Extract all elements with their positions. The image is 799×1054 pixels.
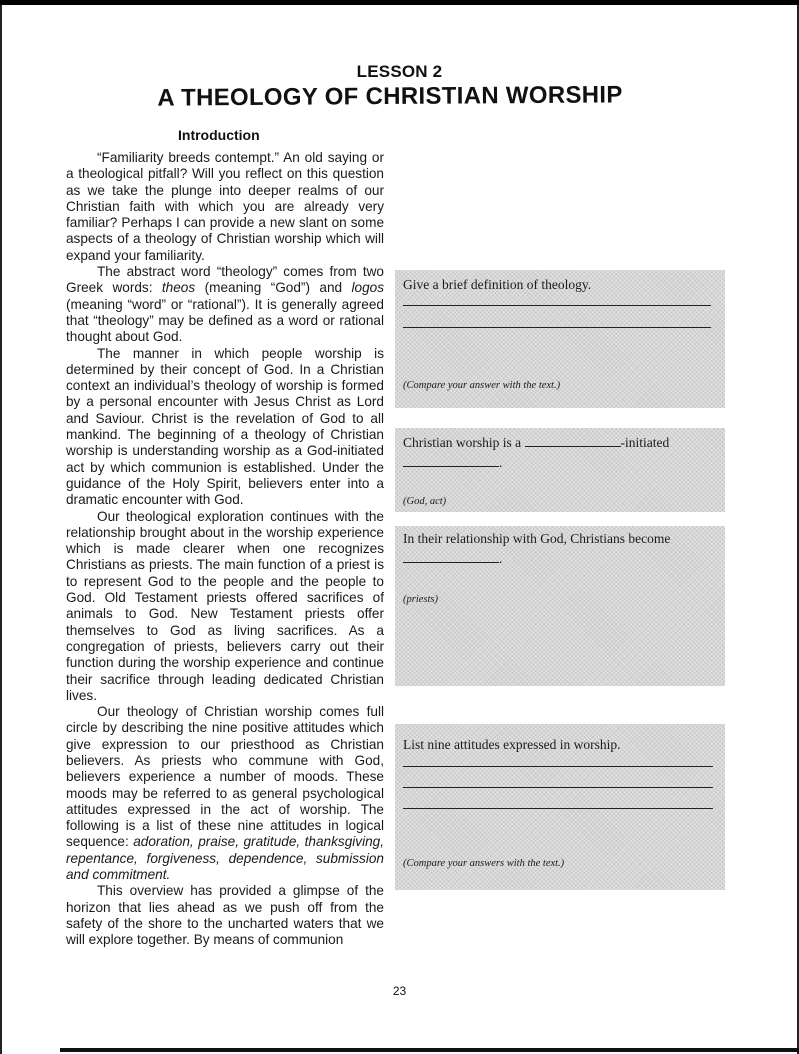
body-text-column <box>66 150 384 949</box>
answer-line[interactable] <box>403 766 713 767</box>
exercise-box-definition <box>395 270 725 408</box>
exercise-prompt: In their relationship with God, Christians become <box>403 531 671 546</box>
text-run: (meaning “word” or “rational”). It is generally agreed that “theology” may be defined as a word or rational thought about God. <box>66 296 384 345</box>
answer-line[interactable] <box>403 787 713 788</box>
scan-border-top <box>0 0 799 5</box>
exercise-prompt: Give a brief definition of theology. <box>403 277 592 292</box>
answer-hint: (priests) <box>403 594 438 605</box>
paragraph-worship-manner: The manner in which people worship is determined by their concept of God. In a Christian context an individual’s theology of worship is formed by a personal encounter with Jesus Christ as Lord and Saviour. Christ is the revelation of God to all mankind. The beginning of a theology of Christian worship is understanding worship as a God-initiated act by which communion is established. Under the guidance of the Holy Spirit, believers enter into a dramatic encounter with God. <box>66 345 384 508</box>
paragraph-overview: This overview has provided a glimpse of the horizon that lies ahead as we push off from the safety of the shore to the uncharted waters that we will explore together. By means of communion <box>66 883 384 948</box>
answer-line[interactable] <box>403 305 711 306</box>
term-logos: logos <box>351 280 384 296</box>
fill-in-blank[interactable] <box>403 456 499 467</box>
section-heading: Introduction <box>178 127 260 143</box>
attitudes-list: adoration, praise, gratitude, thanksgiving, repentance, forgiveness, dependence, submission and commitment. <box>66 834 384 883</box>
exercise-box-nine-attitudes <box>395 724 725 890</box>
answer-hint: (Compare your answers with the text.) <box>403 858 565 869</box>
answer-hint: (Compare your answer with the text.) <box>403 380 561 391</box>
answer-line[interactable] <box>403 808 713 809</box>
text-run: (meaning “God”) and <box>195 280 352 296</box>
punctuation: . <box>499 455 503 470</box>
punctuation: . <box>499 551 503 566</box>
page-title: A THEOLOGY OF CHRISTIAN WORSHIP <box>157 81 623 112</box>
fill-in-blank[interactable] <box>525 436 621 447</box>
fill-in-blank[interactable] <box>403 552 499 563</box>
paragraph-theology-definition <box>66 264 384 345</box>
lesson-label: LESSON 2 <box>356 62 443 81</box>
exercise-prompt: List nine attitudes expressed in worship. <box>403 737 621 752</box>
page-number: 23 <box>392 984 407 998</box>
text-run: The abstract word “theology” comes from two Greek words: <box>66 264 384 296</box>
paragraph-priests: Our theological exploration continues with the relationship brought about in the worship experience which is made clearer when one recognizes Christians as priests. The main function of a priest is to represent God to the people and the people to God. Old Testament priests offered sacrifices of animals to God. New Testament priests offer themselves to God as living sacrifices. As a congregation of priests, believers carry out their function during the worship experience and continue their sacrifice through leading dedicated Christian lives. <box>66 508 384 703</box>
paragraph-intro: “Familiarity breeds contempt.” An old saying or a theological pitfall? Will you reflect on this question as we take the plunge into deeper realms of our Christian faith with which you are already very familiar? Perhaps I can provide a new slant on some aspects of a theology of Christian worship which will expand your familiarity. <box>66 150 384 263</box>
answer-hint: (God, act) <box>403 496 447 507</box>
prompt-text: Christian worship is a <box>403 435 525 450</box>
scan-border-left <box>0 5 2 1054</box>
exercise-box-christians-become <box>395 526 725 686</box>
term-theos: theos <box>161 280 196 296</box>
text-run: Our theology of Christian worship comes full circle by describing the nine positive attitudes which give expression to our priesthood as Christian believers. As priests who commune with God, believers experience a number of moods. These moods may be referred to as general psychological attitudes expressed in the act of worship. The following is a list of these nine attitudes in logical sequence: <box>66 704 384 850</box>
answer-line[interactable] <box>403 327 711 328</box>
exercise-prompt-line2 <box>403 551 502 567</box>
exercise-prompt <box>403 435 669 451</box>
prompt-text: -initiated <box>620 435 670 450</box>
paragraph-attitudes <box>66 704 384 883</box>
scan-border-bottom <box>60 1048 799 1052</box>
exercise-prompt-line2 <box>403 455 502 471</box>
exercise-box-worship-initiated <box>395 428 725 512</box>
